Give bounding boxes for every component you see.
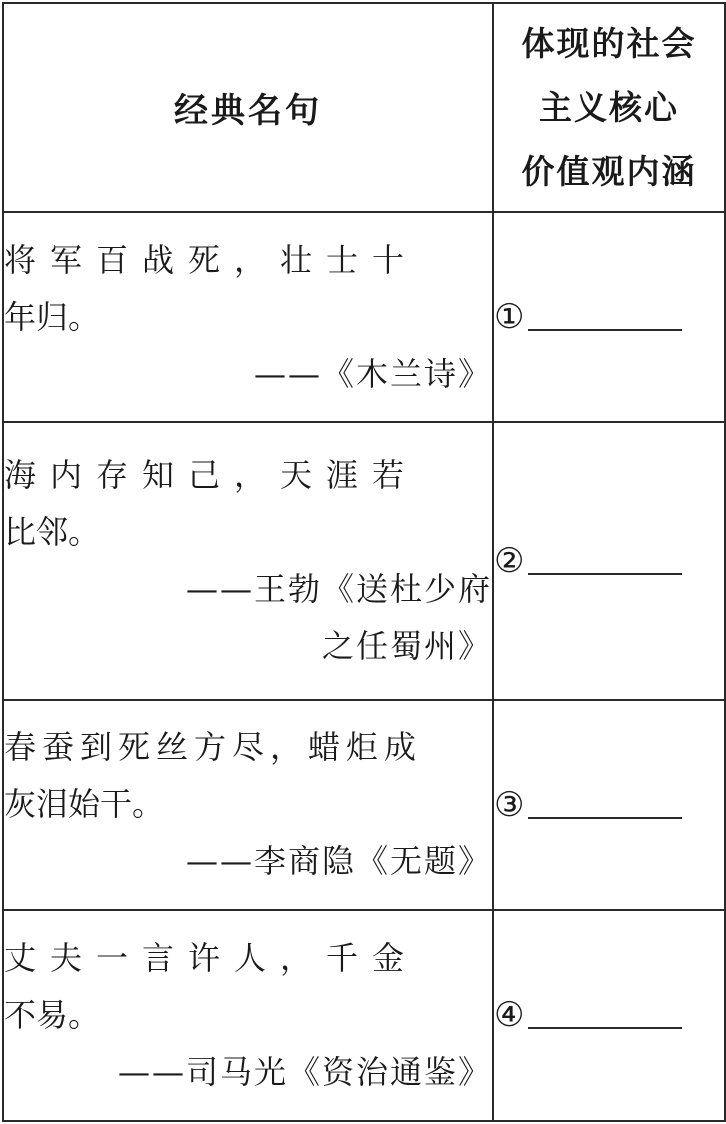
table-row xyxy=(3,422,725,700)
header-values-line: 主义核心 xyxy=(539,87,679,127)
quote-line: 丈夫一言许人，千金 xyxy=(4,938,419,977)
source-line: ——《木兰诗》 xyxy=(253,354,492,393)
table-row xyxy=(3,910,725,1121)
answer-blank[interactable] xyxy=(528,997,682,1029)
source-line: ——李商隐《无题》 xyxy=(185,842,492,881)
answer-blank[interactable] xyxy=(528,543,682,575)
source-line: 之任蜀州》 xyxy=(321,626,492,665)
answer-number: ② xyxy=(494,540,525,581)
quote-line: 比邻。 xyxy=(4,512,101,551)
quote-line: 海内存知己，天涯若 xyxy=(4,455,419,494)
quote-line: 不易。 xyxy=(4,995,101,1034)
quote-cell xyxy=(3,422,493,700)
answer-cell xyxy=(493,910,725,1121)
quote-cell xyxy=(3,910,493,1121)
table-header-row xyxy=(3,3,725,212)
quote-cell xyxy=(3,212,493,421)
quote-source xyxy=(4,346,492,403)
answer-number: ① xyxy=(494,297,525,338)
answer-cell xyxy=(493,212,725,421)
quote-source xyxy=(4,561,492,675)
header-values-line: 价值观内涵 xyxy=(521,151,697,191)
answer-blank[interactable] xyxy=(528,299,682,331)
source-line: ——司马光《资治通鉴》 xyxy=(117,1052,492,1091)
quote-line: 年归。 xyxy=(4,297,101,336)
quote-line: 春蚕到死丝方尽，蜡炬成 xyxy=(4,728,423,767)
quote-table xyxy=(2,2,726,1122)
quote-source xyxy=(4,1044,492,1101)
quote-cell xyxy=(3,700,493,909)
source-line: ——王勃《送杜少府 xyxy=(185,569,492,608)
header-values xyxy=(493,3,725,212)
answer-number: ③ xyxy=(494,784,525,825)
quote-line: 将军百战死，壮士十 xyxy=(4,240,419,279)
answer-cell xyxy=(493,700,725,909)
quote-source xyxy=(4,833,492,890)
header-quote: 经典名句 xyxy=(3,3,493,212)
answer-cell xyxy=(493,422,725,700)
table-row xyxy=(3,212,725,421)
answer-blank[interactable] xyxy=(528,787,682,819)
header-values-line: 体现的社会 xyxy=(521,23,697,63)
answer-number: ④ xyxy=(494,995,525,1036)
table-row xyxy=(3,700,725,909)
quote-line: 灰泪始干。 xyxy=(4,785,165,824)
